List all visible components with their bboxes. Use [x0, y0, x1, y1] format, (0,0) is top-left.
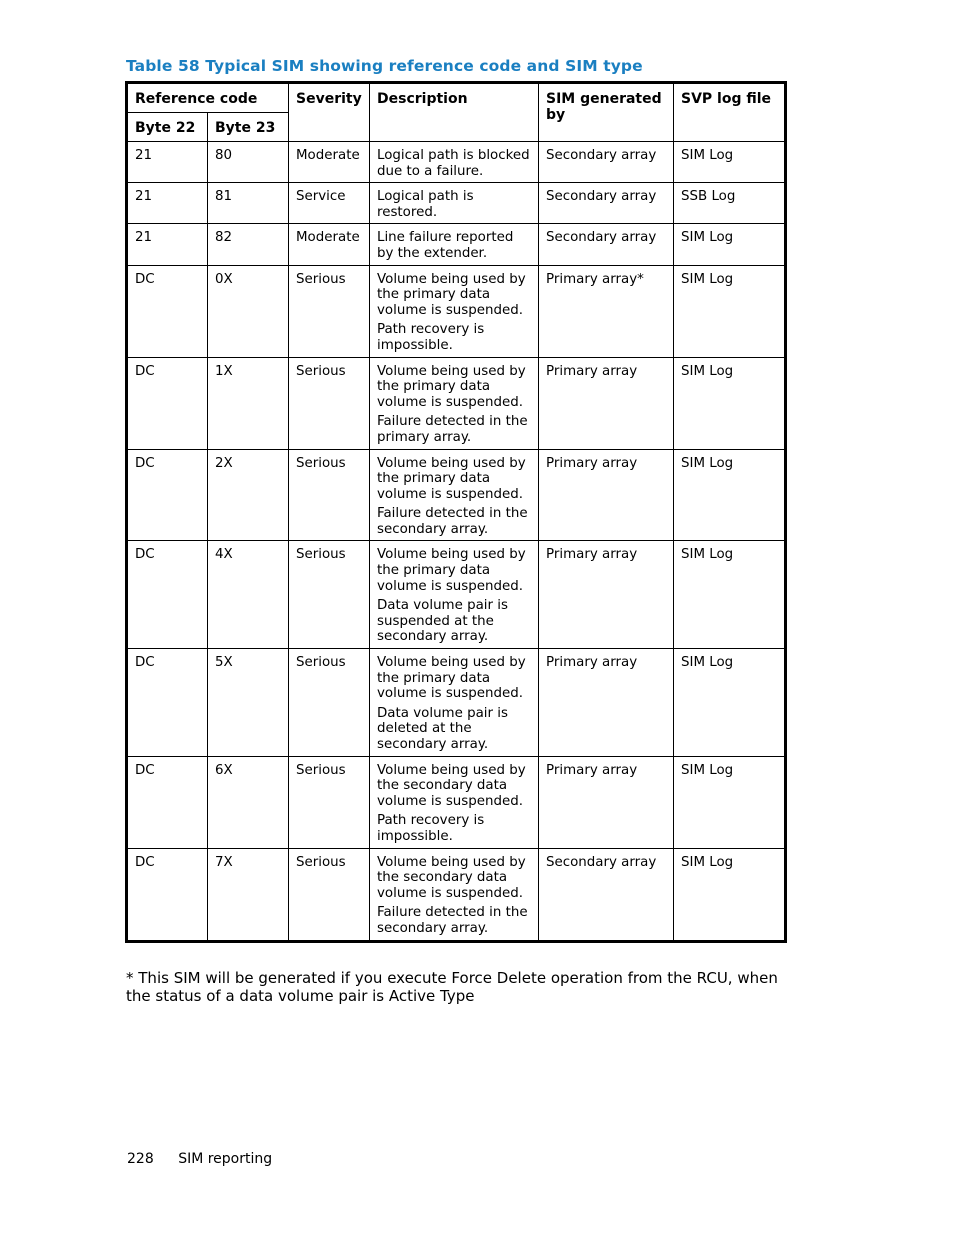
byte-22-cell: DC: [127, 357, 208, 449]
sim-generated-by-cell: Secondary array: [539, 224, 674, 265]
byte-22-cell: DC: [127, 649, 208, 757]
byte-22-cell: DC: [127, 541, 208, 649]
table-row: [127, 449, 786, 541]
byte-23-cell: 0X: [208, 265, 289, 357]
description-line: Path recovery is impossible.: [377, 322, 485, 353]
description-line: Logical path is blocked due to a failure.: [377, 148, 530, 179]
description-line: Volume being used by the secondary data volume is suspended.: [377, 854, 526, 901]
svp-log-file-cell: SIM Log: [674, 265, 786, 357]
table-body: [127, 142, 786, 942]
sim-generated-by-cell: Primary array: [539, 357, 674, 449]
table-row: [127, 756, 786, 848]
table-caption: Table 58 Typical SIM showing reference code and SIM type: [126, 57, 643, 75]
table-row: [127, 848, 786, 941]
page-number: 228: [127, 1151, 154, 1167]
sim-generated-by-cell: Primary array*: [539, 265, 674, 357]
svp-log-file-cell: SIM Log: [674, 848, 786, 941]
footer-section-title: SIM reporting: [178, 1151, 273, 1167]
table-row: [127, 142, 786, 183]
sim-generated-by-cell: Primary array: [539, 649, 674, 757]
severity-cell: Serious: [289, 449, 370, 541]
svp-log-file-cell: SIM Log: [674, 649, 786, 757]
description-line: Failure detected in the secondary array.: [377, 506, 528, 537]
description-line: Volume being used by the secondary data volume is suspended.: [377, 762, 526, 809]
description-line: Volume being used by the primary data volume is suspended.: [377, 363, 526, 410]
description-line: Volume being used by the primary data volume is suspended.: [377, 547, 526, 594]
table-row: [127, 224, 786, 265]
page-footer: [127, 1151, 272, 1167]
severity-cell: Service: [289, 183, 370, 224]
sim-generated-by-cell: Secondary array: [539, 142, 674, 183]
byte-23-cell: 5X: [208, 649, 289, 757]
byte-23-cell: 2X: [208, 449, 289, 541]
byte-22-cell: 21: [127, 224, 208, 265]
description-cell: [370, 357, 539, 449]
header-reference-code: Reference code: [127, 83, 289, 113]
byte-23-cell: 4X: [208, 541, 289, 649]
description-line: Volume being used by the primary data volume is suspended.: [377, 455, 526, 502]
severity-cell: Moderate: [289, 224, 370, 265]
severity-cell: Serious: [289, 848, 370, 941]
byte-22-cell: 21: [127, 183, 208, 224]
svp-log-file-cell: SIM Log: [674, 756, 786, 848]
byte-23-cell: 81: [208, 183, 289, 224]
byte-22-cell: DC: [127, 265, 208, 357]
header-description: Description: [370, 83, 539, 142]
severity-cell: Serious: [289, 649, 370, 757]
table-row: [127, 541, 786, 649]
severity-cell: Serious: [289, 541, 370, 649]
description-line: Data volume pair is deleted at the secondary array.: [377, 705, 508, 752]
byte-22-cell: DC: [127, 848, 208, 941]
byte-23-cell: 1X: [208, 357, 289, 449]
description-line: Line failure reported by the extender.: [377, 230, 514, 261]
severity-cell: Moderate: [289, 142, 370, 183]
svp-log-file-cell: SIM Log: [674, 449, 786, 541]
svp-log-file-cell: SSB Log: [674, 183, 786, 224]
byte-22-cell: DC: [127, 449, 208, 541]
description-cell: [370, 756, 539, 848]
byte-22-cell: DC: [127, 756, 208, 848]
svp-log-file-cell: SIM Log: [674, 357, 786, 449]
sim-generated-by-cell: Primary array: [539, 756, 674, 848]
description-line: Volume being used by the primary data volume is suspended.: [377, 655, 526, 702]
byte-23-cell: 6X: [208, 756, 289, 848]
sim-generated-by-cell: Secondary array: [539, 183, 674, 224]
byte-23-cell: 82: [208, 224, 289, 265]
byte-23-cell: 80: [208, 142, 289, 183]
svp-log-file-cell: SIM Log: [674, 142, 786, 183]
description-line: Logical path is restored.: [377, 189, 474, 220]
byte-22-cell: 21: [127, 142, 208, 183]
description-line: Path recovery is impossible.: [377, 813, 485, 844]
description-line: Data volume pair is suspended at the secondary array.: [377, 598, 508, 645]
severity-cell: Serious: [289, 357, 370, 449]
header-row: [127, 83, 786, 113]
description-cell: [370, 649, 539, 757]
table-row: [127, 183, 786, 224]
table-row: [127, 265, 786, 357]
sim-generated-by-cell: Primary array: [539, 449, 674, 541]
severity-cell: Serious: [289, 756, 370, 848]
sim-generated-by-cell: Primary array: [539, 541, 674, 649]
description-cell: [370, 449, 539, 541]
table-row: [127, 357, 786, 449]
description-cell: [370, 142, 539, 183]
sim-generated-by-cell: Secondary array: [539, 848, 674, 941]
svp-log-file-cell: SIM Log: [674, 541, 786, 649]
description-cell: [370, 848, 539, 941]
description-line: Failure detected in the secondary array.: [377, 905, 528, 936]
byte-23-cell: 7X: [208, 848, 289, 941]
header-severity: Severity: [289, 83, 370, 142]
svp-log-file-cell: SIM Log: [674, 224, 786, 265]
header-svp-log-file: SVP log file: [674, 83, 786, 142]
severity-cell: Serious: [289, 265, 370, 357]
description-cell: [370, 265, 539, 357]
header-sim-generated-by: SIM generated by: [539, 83, 674, 142]
description-line: Failure detected in the primary array.: [377, 414, 528, 445]
description-cell: [370, 183, 539, 224]
footnote: * This SIM will be generated if you execute Force Delete operation from the RCU, when the status of a data volume pair is Active Type: [126, 969, 778, 1005]
header-byte-23: Byte 23: [208, 113, 289, 142]
description-cell: [370, 541, 539, 649]
description-cell: [370, 224, 539, 265]
table-row: [127, 649, 786, 757]
sim-table: [125, 81, 787, 943]
description-line: Volume being used by the primary data volume is suspended.: [377, 271, 526, 318]
header-byte-22: Byte 22: [127, 113, 208, 142]
